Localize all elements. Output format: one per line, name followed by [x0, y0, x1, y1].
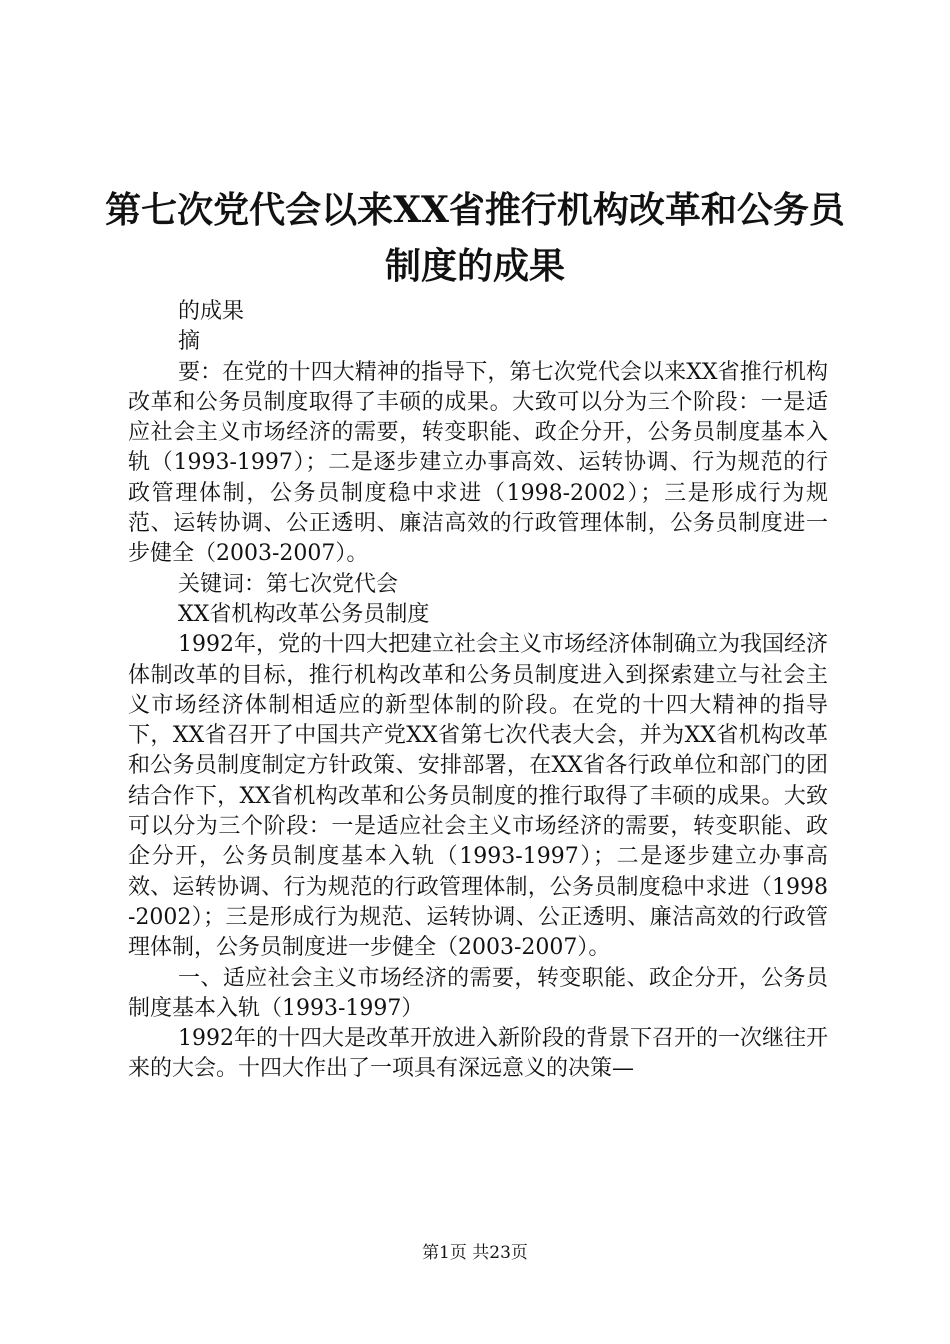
paragraph-subtitle-fragment: 的成果	[178, 299, 245, 324]
paragraph-abstract-label: 摘	[178, 329, 201, 355]
paragraph-introduction: 1992年，党的十四大把建立社会主义市场经济体制确立为我国经济体制改革的目标，推行机构改革和公务员制度进入到探索建立与社会主义市场经济体制相适应的新型体制的阶段。在党的十四大精神的指导下，XX省召开了中国共产党XX省第七次代表大会，并为XX省机构改革和公务员制度制定方针政策、安排部署，在XX省各行政单位和部门的团结合作下，XX省机构改革和公务员制度的推行取得了丰硕的成果。大致可以分为三个阶段：一是适应社会主义市场经济的需要，转变职能、政企分开，公务员制度基本入轨（1993-1997）；二是逐步建立办事高效、运转协调、行为规范的行政管理体制，公务员制度稳中求进（1998-2002）；三是形成行为规范、运转协调、公正透明、廉洁高效的行政管理体制，公务员制度进一步健全（2003-2007）。	[128, 632, 828, 961]
paragraph-abstract: 要：在党的十四大精神的指导下，第七次党代会以来XX省推行机构改革和公务员制度取得了丰硕的成果。大致可以分为三个阶段：一是适应社会主义市场经济的需要，转变职能、政企分开，公务员制度基本入轨（1993-1997）；二是逐步建立办事高效、运转协调、行为规范的行政管理体制，公务员制度稳中求进（1998-2002）；三是形成行为规范、运转协调、公正透明、廉洁高效的行政管理体制，公务员制度进一步健全（2003-2007）。	[128, 359, 828, 567]
paragraph-keywords: 关键词：第七次党代会	[178, 571, 399, 597]
paragraph-keywords-continued: XX省机构改革公务员制度	[178, 601, 430, 627]
page-number-footer: 第1页 共23页	[422, 1243, 528, 1263]
document-title: 第七次党代会以来XX省推行机构改革和公务员制度的成果	[105, 189, 845, 287]
section-heading-1: 一、适应社会主义市场经济的需要，转变职能、政企分开，公务员制度基本入轨（1993-1997）	[128, 965, 828, 1021]
document-body	[128, 297, 828, 1085]
paragraph-section-1: 1992年的十四大是改革开放进入新阶段的背景下召开的一次继往开来的大会。十四大作出了一项具有深远意义的决策—	[128, 1026, 828, 1082]
